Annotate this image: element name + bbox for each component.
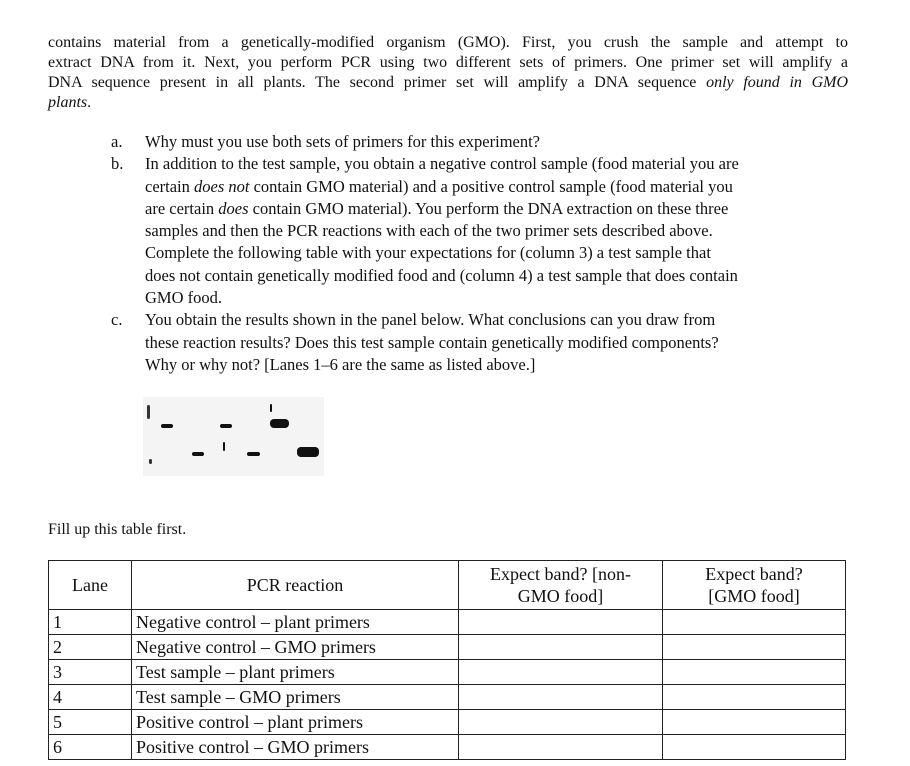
gel-band-lane3-tick	[223, 442, 225, 451]
expect-non-gmo-cell[interactable]	[459, 685, 663, 710]
question-b-marker: b.	[111, 154, 124, 174]
question-b-line-2: certain does not contain GMO material) and a positive control sample (food material you	[145, 176, 733, 196]
gel-band-lane5	[270, 419, 289, 428]
reaction-cell: Negative control – plant primers	[132, 610, 459, 635]
expect-non-gmo-cell[interactable]	[459, 735, 663, 760]
question-a-text: Why must you use both sets of primers for this experiment?	[145, 132, 541, 151]
question-b	[111, 153, 851, 309]
intro-emphasis-1: only found in GMO	[706, 74, 849, 91]
lane-cell: 6	[49, 735, 132, 760]
expect-non-gmo-cell[interactable]	[459, 660, 663, 685]
lane-cell: 2	[49, 635, 132, 660]
question-c-line-3: Why or why not? [Lanes 1–6 are the same as listed above.]	[145, 354, 536, 374]
header-pcr-reaction: PCR reaction	[132, 561, 459, 610]
question-b-line-3: are certain does contain GMO material). You perform the DNA extraction on these three	[145, 198, 729, 218]
expect-gmo-cell[interactable]	[663, 610, 846, 635]
expect-gmo-cell[interactable]	[663, 635, 846, 660]
question-a	[111, 131, 851, 153]
gel-band-lane5-tick	[270, 404, 272, 412]
question-b-line-4: samples and then the PCR reactions with each of the two primer sets described above.	[145, 221, 713, 241]
table-row	[49, 710, 846, 735]
question-a-marker: a.	[111, 132, 123, 151]
intro-paragraph	[48, 33, 848, 113]
header-expect-non-gmo: Expect band? [non- GMO food]	[459, 561, 663, 610]
intro-line-4: plants.	[48, 94, 92, 111]
question-b-line-7: GMO food.	[145, 288, 222, 308]
expect-gmo-cell[interactable]	[663, 735, 846, 760]
lane-cell: 5	[49, 710, 132, 735]
gel-band-lane6	[297, 447, 319, 457]
intro-line-1: contains material from a genetically-modified organism (GMO). First, you crush the sample and attempt to	[48, 34, 848, 51]
pcr-table	[48, 560, 846, 760]
lane-cell: 4	[49, 685, 132, 710]
intro-line-2: extract DNA from it. Next, you perform PCR using two different sets of primers. One primer set will amplify a	[48, 54, 848, 71]
expect-non-gmo-cell[interactable]	[459, 635, 663, 660]
table-row	[49, 660, 846, 685]
table-header-row	[49, 561, 846, 610]
reaction-cell: Negative control – GMO primers	[132, 635, 459, 660]
expect-gmo-cell[interactable]	[663, 710, 846, 735]
question-c	[111, 309, 851, 376]
reaction-cell: Positive control – GMO primers	[132, 735, 459, 760]
expect-non-gmo-cell[interactable]	[459, 710, 663, 735]
table-row	[49, 685, 846, 710]
gel-band-lane4	[247, 452, 260, 456]
header-expect-gmo: Expect band? [GMO food]	[663, 561, 846, 610]
intro-line-3: DNA sequence present in all plants. The second primer set will amplify a DNA sequence only found in GMO	[48, 74, 849, 91]
header-lane: Lane	[49, 561, 132, 610]
gel-band-lane1	[161, 424, 173, 428]
expect-gmo-cell[interactable]	[663, 685, 846, 710]
table-row	[49, 735, 846, 760]
question-list	[111, 131, 851, 376]
lane-cell: 1	[49, 610, 132, 635]
reaction-cell: Test sample – plant primers	[132, 660, 459, 685]
fill-table-instruction: Fill up this table first.	[48, 521, 187, 538]
question-b-line-5: Complete the following table with your expectations for (column 3) a test sample that	[145, 243, 711, 263]
question-c-marker: c.	[111, 310, 123, 330]
gel-image	[143, 397, 324, 476]
table-row	[49, 635, 846, 660]
question-b-line-1: In addition to the test sample, you obtain a negative control sample (food material you are	[145, 154, 739, 174]
reaction-cell: Positive control – plant primers	[132, 710, 459, 735]
question-c-line-2: these reaction results? Does this test sample contain genetically modified components?	[145, 332, 719, 352]
gel-well-marks	[147, 405, 150, 419]
question-b-line-6: does not contain genetically modified food and (column 4) a test sample that does contain	[145, 265, 738, 285]
gel-band-lane3	[220, 424, 232, 428]
question-c-line-1: You obtain the results shown in the panel below. What conclusions can you draw from	[145, 310, 716, 330]
gel-well-mark-low	[149, 459, 152, 464]
table-row	[49, 610, 846, 635]
lane-cell: 3	[49, 660, 132, 685]
reaction-cell: Test sample – GMO primers	[132, 685, 459, 710]
expect-non-gmo-cell[interactable]	[459, 610, 663, 635]
gel-band-lane2	[192, 452, 204, 456]
expect-gmo-cell[interactable]	[663, 660, 846, 685]
intro-emphasis-2: plants	[48, 94, 88, 111]
